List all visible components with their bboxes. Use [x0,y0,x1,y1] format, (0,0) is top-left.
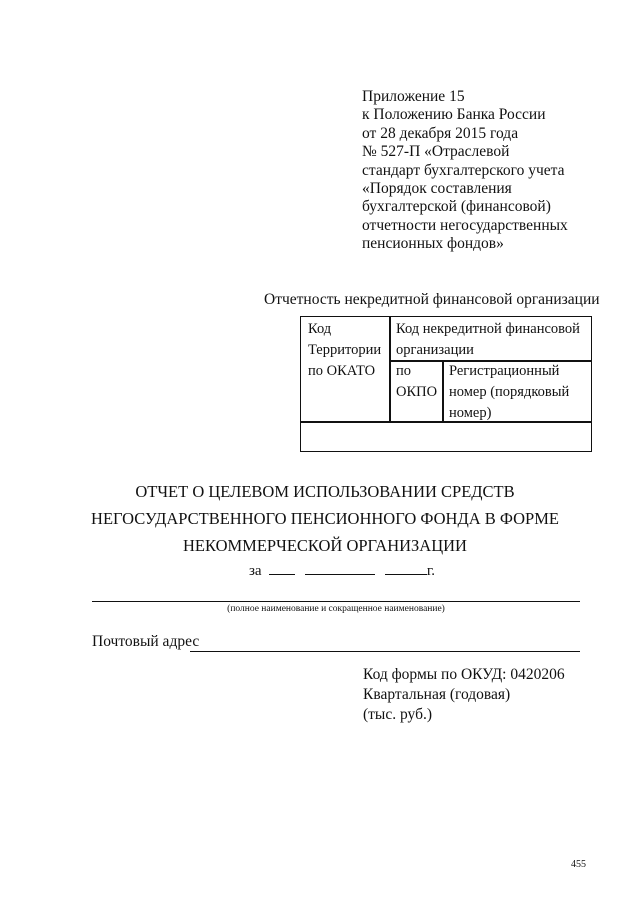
cell-line: Код некредитной финансовой [396,321,580,337]
appendix-line: № 527-П «Отраслевой [362,143,510,161]
cell-line: по ОКАТО [308,363,376,379]
appendix-line: к Положению Банка России [362,106,546,124]
cell-line: Территории [308,342,382,358]
period-suffix: г. [426,563,436,579]
report-title-line: ОТЧЕТ О ЦЕЛЕВОМ ИСПОЛЬЗОВАНИИ СРЕДСТВ [135,482,515,501]
org-name-field[interactable] [92,601,580,602]
org-name-hint: (полное наименование и сокращенное наименование) [227,604,445,614]
report-periodicity: Квартальная (годовая) [363,686,511,703]
page-number: 455 [571,859,586,870]
period-blank-month[interactable] [305,560,375,575]
okpo-header [396,361,437,403]
cell-line: по [396,363,412,379]
cell-line: номер (порядковый [449,384,570,400]
table-divider [389,317,391,422]
period-prefix: за [249,563,262,579]
cell-line: организации [396,342,474,358]
cell-line: номер) [449,405,492,421]
report-title-line: НЕКОММЕРЧЕСКОЙ ОРГАНИЗАЦИИ [183,536,467,555]
org-caption: Отчетность некредитной финансовой организации [264,291,600,308]
postal-address-label: Почтовый адрес [92,633,200,650]
report-title [60,478,590,559]
appendix-line: Приложение 15 [362,88,465,105]
okud-code: Код формы по ОКУД: 0420206 [363,666,565,683]
report-title-line: НЕГОСУДАРСТВЕННОГО ПЕНСИОННОГО ФОНДА В ФОРМЕ [91,509,559,528]
postal-address-field[interactable] [190,651,580,652]
cell-line: Регистрационный [449,363,560,379]
cell-line: Код [308,321,332,337]
appendix-line: отчетности негосударственных [362,216,568,234]
code-value-cell[interactable] [301,423,592,451]
cell-line: ОКПО [396,384,438,400]
territory-code-header [308,319,381,382]
appendix-line: стандарт бухгалтерского учета [362,161,565,179]
period-blank-year[interactable] [385,560,427,575]
reporting-period [249,560,435,580]
appendix-line: пенсионных фондов» [362,235,504,253]
period-blank-quarter[interactable] [269,560,295,575]
appendix-line: «Порядок составления [362,180,512,198]
form-meta [363,665,565,725]
appendix-line: от 28 декабря 2015 года [362,124,519,142]
code-table [300,316,592,452]
org-code-header [396,319,580,361]
appendix-line: бухгалтерской (финансовой) [362,198,551,216]
reg-number-header [449,361,569,424]
table-divider [442,360,444,422]
report-units: (тыс. руб.) [363,706,432,723]
appendix-reference [362,88,612,254]
